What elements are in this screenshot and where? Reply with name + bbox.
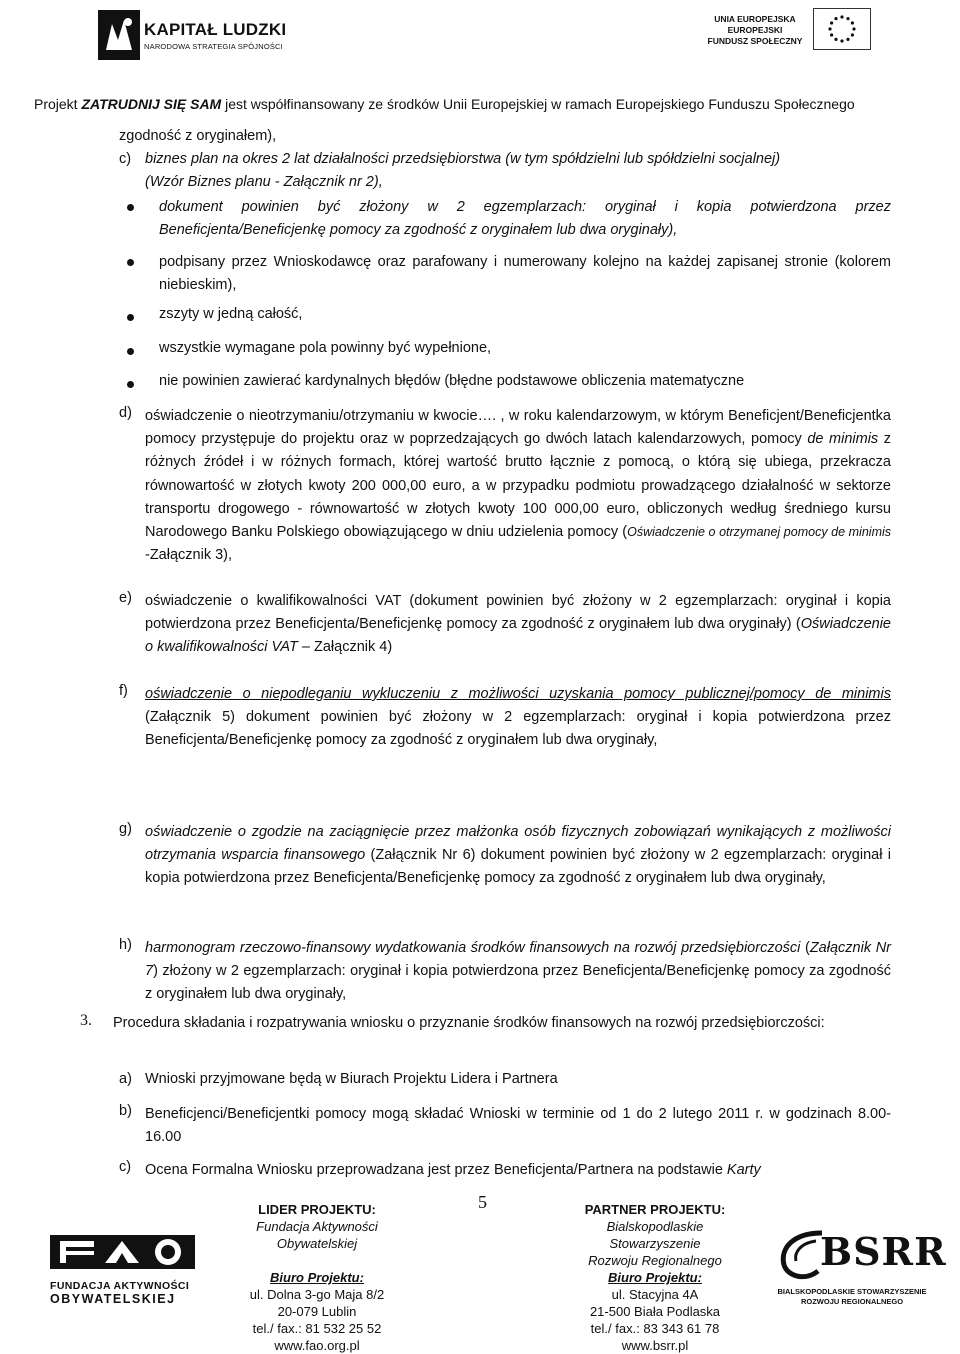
item-g-marker: g) — [119, 821, 132, 837]
fao-logo-line2: OBYWATELSKIEJ — [50, 1292, 176, 1306]
bsrr-logo — [772, 1225, 947, 1315]
section-3-text: Procedura składania i rozpatrywania wniosku o przyznanie środków finansowych na rozwój przedsiębiorczości: — [113, 1015, 825, 1031]
partner-heading: PARTNER PROJEKTU: — [584, 1202, 726, 1217]
leader-city: 20-079 Lublin — [277, 1304, 357, 1319]
section-3c-marker: c) — [119, 1159, 132, 1175]
leader-heading: LIDER PROJEKTU: — [258, 1202, 376, 1217]
bullet-4-text: wszystkie wymagane pola powinny być wypełnione, — [159, 340, 492, 356]
item-h-text — [145, 937, 891, 1007]
leader-website[interactable]: www.fao.org.pl — [274, 1338, 360, 1353]
item-d-small-italic: Oświadczenie o otrzymanej pomocy de minimis — [627, 525, 892, 540]
section-3-number: 3. — [80, 1012, 92, 1029]
item-g-rest: (Załącznik Nr 6) dokument powinien być złożony w 2 egzemplarzach: oryginał i kopia potwierdzona przez Beneficjenta/Beneficjenkę pomocy za zgodność z oryginałem lub dwa oryginały, — [145, 847, 891, 887]
kapital-ludzki-title: KAPITAŁ LUDZKI — [144, 20, 287, 39]
kapital-ludzki-emblem-icon — [98, 10, 140, 60]
item-c-marker: c) — [119, 151, 132, 167]
bullet-4 — [127, 348, 134, 355]
section-3c-text — [145, 1159, 891, 1182]
section-3c-italic: Karty — [726, 1162, 761, 1178]
section-3a-marker: a) — [119, 1071, 132, 1087]
item-h-italic: harmonogram rzeczowo-finansowy wydatkowania środków finansowych na rozwój przedsiębiorczości — [145, 940, 801, 956]
item-f-marker: f) — [119, 683, 128, 699]
leader-contact — [222, 1201, 412, 1354]
partner-city: 21-500 Biała Podlaska — [589, 1304, 721, 1319]
partner-name-2: Stowarzyszenie — [609, 1236, 701, 1251]
leader-name-1: Fundacja Aktywności — [256, 1219, 378, 1234]
leader-phone: tel./ fax.: 81 532 25 52 — [252, 1321, 382, 1336]
item-f-rest: (Załącznik 5) dokument powinien być złożony w 2 egzemplarzach: oryginał i kopia potwierdzona przez Beneficjenta/Beneficjenkę pomocy za zgodność z oryginałem lub dwa oryginały, — [145, 709, 891, 749]
partner-name-3: Rozwoju Regionalnego — [588, 1253, 722, 1268]
bullet-2 — [127, 259, 134, 266]
item-e-marker: e) — [119, 590, 132, 606]
eu-logo-line3: FUNDUSZ SPOŁECZNY — [707, 36, 803, 46]
item-f-italic: oświadczenie o niepodleganiu wykluczeniu z możliwości uzyskania pomocy publicznej/pomocy de minimis — [145, 686, 891, 702]
item-h-paren: ( — [800, 940, 810, 956]
project-suffix: jest współfinansowany ze środków Unii Europejskiej w ramach Europejskiego Funduszu Społecznego — [225, 96, 855, 112]
bsrr-logo-sub2: ROZWOJU REGIONALNEGO — [800, 1297, 904, 1306]
item-h-marker: h) — [119, 937, 132, 953]
bullet-1-text: dokument powinien być złożony w 2 egzemplarzach: oryginał i kopia potwierdzona przez Beneficjenta/Beneficjenkę pomocy za zgodność z oryginałem lub dwa oryginały), — [159, 199, 891, 239]
eu-logo-line1: UNIA EUROPEJSKA — [714, 14, 796, 24]
item-g-text — [145, 821, 891, 891]
leader-office-label: Biuro Projektu: — [270, 1270, 364, 1285]
item-c-line1: biznes plan na okres 2 lat działalności przedsiębiorstwa (w tym spółdzielni lub spółdzielni socjalnej) — [145, 151, 781, 167]
item-e-end: – Załącznik 4) — [297, 639, 393, 656]
partner-name-1: Bialskopodlaskie — [606, 1219, 704, 1234]
fao-logo — [50, 1233, 200, 1306]
bullet-3-text: zszyty w jedną całość, — [159, 306, 303, 322]
project-funding-line — [34, 96, 855, 112]
partner-contact — [565, 1201, 745, 1354]
item-d-text-a: oświadczenie o nieotrzymaniu/otrzymaniu w kwocie…. , w roku kalendarzowym, w którym Beneficjent/Beneficjentka pomocy przystępuje do projektu oraz w poprzedzających go dwóch latach kalendarzowych, pomocy — [145, 408, 891, 448]
item-h-italic2: Załącznik Nr 7 — [145, 940, 891, 980]
kapital-ludzki-logo — [90, 8, 287, 64]
partner-street: ul. Stacyjna 4A — [611, 1287, 699, 1302]
bsrr-logo-letters: BSRR — [820, 1229, 947, 1274]
item-d-text-b: z różnych źródeł i w różnych formach, której wartość brutto łącznie z pomocą, o którą się ubiega, przekracza równowartość w złotych kwoty 200 000,00 euro, a w przypadku podmiotu prowadzącego działalność w sektorze transportu drogowego - równowartość w złotych kwoty 100 000,00 euro, obliczonych według średniego kursu Narodowego Banku Polskiego obowiązującego w dniu udzielenia pomocy ( — [145, 431, 891, 541]
item-g-italic: oświadczenie o zgodzie na zaciągnięcie przez małżonka osób fizycznych zobowiązań wynikających z możliwości otrzymania wsparcia finansowego — [145, 824, 891, 864]
item-h-rest: ) złożony w 2 egzemplarzach: oryginał i kopia potwierdzona przez Beneficjenta/Beneficjenkę pomocy za zgodność z oryginałem lub dwa oryginały, — [145, 963, 891, 1003]
item-b-tail: zgodność z oryginałem), — [119, 128, 277, 144]
eu-flag-icon — [813, 8, 871, 50]
item-c-line2-rest: - Załącznik nr 2), — [270, 174, 383, 190]
kapital-ludzki-subtitle: NARODOWA STRATEGIA SPÓJNOŚCI — [144, 42, 283, 51]
partner-office-label: Biuro Projektu: — [608, 1270, 702, 1285]
partner-website[interactable]: www.bsrr.pl — [621, 1338, 689, 1353]
item-d-end: -Załącznik 3), — [145, 547, 233, 564]
bsrr-logo-subtitle — [772, 1287, 932, 1307]
bullet-3 — [127, 314, 134, 321]
project-prefix: Projekt — [34, 96, 78, 112]
bullet-2-text: podpisany przez Wnioskodawcę oraz parafowany i numerowany kolejno na każdej zapisanej stronie (kolorem niebieskim), — [159, 254, 891, 294]
item-e-text — [145, 590, 891, 660]
fao-logo-line1: FUNDACJA AKTYWNOŚCI — [50, 1280, 190, 1292]
bullet-5-text: nie powinien zawierać kardynalnych błędów (błędne podstawowe obliczenia matematyczne — [159, 373, 745, 389]
section-3c-text-main: Ocena Formalna Wniosku przeprowadzana jest przez Beneficjenta/Partnera na podstawie — [145, 1162, 723, 1178]
bullet-1 — [127, 204, 134, 211]
page-number: 5 — [478, 1192, 487, 1212]
section-3b-text: Beneficjenci/Beneficjentki pomocy mogą składać Wnioski w terminie od 1 do 2 lutego 2011 r. w godzinach 8.00-16.00 — [145, 1106, 891, 1146]
fao-logo-mark-icon — [50, 1233, 200, 1273]
leader-name-2: Obywatelskiej — [276, 1236, 358, 1251]
section-3b-marker: b) — [119, 1103, 132, 1119]
leader-street: ul. Dolna 3-go Maja 8/2 — [249, 1287, 385, 1302]
item-d-text — [145, 405, 891, 567]
eu-logo-text — [705, 14, 805, 47]
item-d-marker: d) — [119, 405, 132, 421]
eu-logo-line2: EUROPEJSKI — [727, 25, 783, 35]
item-d-italic: de minimis — [807, 431, 879, 448]
item-c-line2 — [145, 174, 383, 190]
item-e-text-a: oświadczenie o kwalifikowalności VAT (dokument powinien być złożony w 2 egzemplarzach: oryginał i kopia potwierdzona przez Beneficjenta/Beneficjenkę pomocy za zgodność z oryginałem lub dwa oryginały) ( — [145, 593, 891, 633]
bullet-5 — [127, 381, 134, 388]
eu-logo — [705, 8, 870, 56]
project-name: ZATRUDNIJ SIĘ SAM — [81, 96, 222, 112]
section-3a-text: Wnioski przyjmowane będą w Biurach Projektu Lidera i Partnera — [145, 1071, 558, 1087]
bsrr-logo-sub1: BIALSKOPODLASKIE STOWARZYSZENIE — [777, 1287, 927, 1296]
item-e-italic: Oświadczenie o kwalifikowalności VAT — [145, 616, 891, 656]
item-f-text — [145, 683, 891, 753]
item-c-line2-italic: (Wzór Biznes planu — [145, 174, 271, 190]
partner-phone: tel./ fax.: 83 343 61 78 — [590, 1321, 720, 1336]
